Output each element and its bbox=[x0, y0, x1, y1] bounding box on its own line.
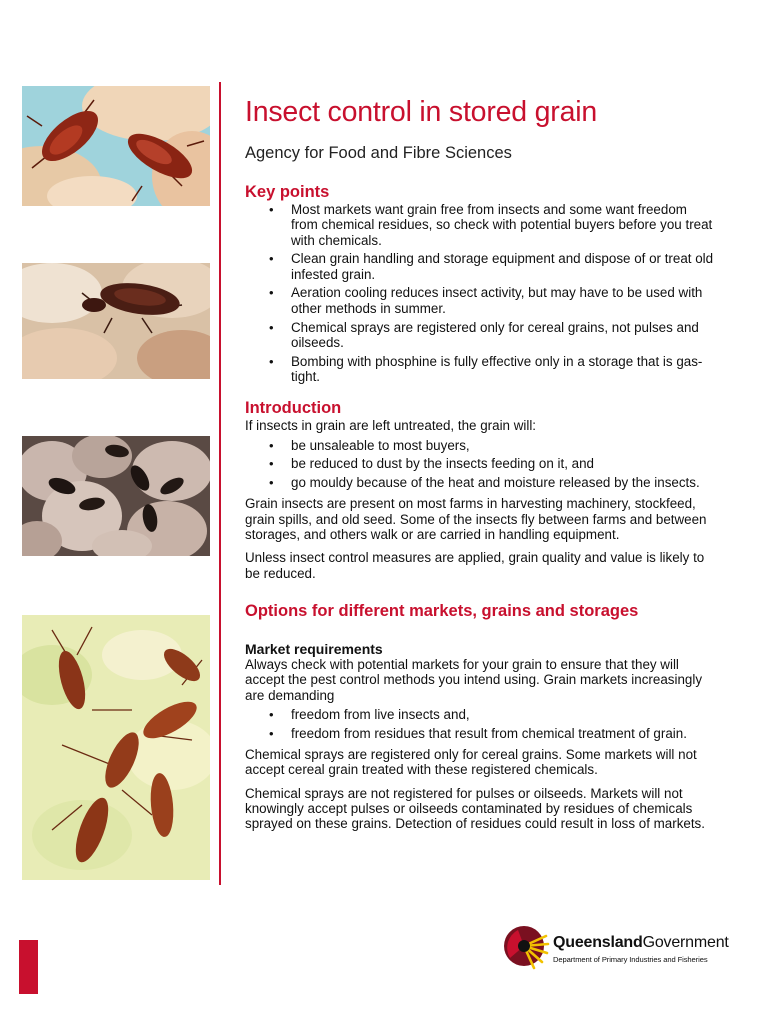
options-heading: Options for different markets, grains and storages bbox=[245, 601, 639, 620]
market-requirements-list bbox=[245, 707, 715, 741]
options-section bbox=[245, 601, 715, 831]
key-points-section bbox=[245, 182, 715, 384]
list-item: • freedom from live insects and, bbox=[291, 707, 715, 722]
agency-subtitle: Agency for Food and Fibre Sciences bbox=[245, 144, 512, 162]
vertical-divider bbox=[219, 82, 221, 885]
market-requirements-lead: Always check with potential markets for your grain to ensure that they will accept the pest control methods you intend using. Grain markets increasingly are demanding bbox=[245, 656, 703, 703]
page-title: Insect control in stored grain bbox=[245, 96, 598, 128]
list-item: • Clean grain handling and storage equipment and dispose of or treat old infested grain. bbox=[291, 251, 715, 282]
introduction-section bbox=[245, 398, 715, 581]
document-body bbox=[245, 92, 715, 839]
dark-beetles-on-grain-photo bbox=[22, 436, 210, 556]
list-item: • Aeration cooling reduces insect activity, but may have to be used with other methods in summer. bbox=[291, 285, 715, 316]
list-item: • freedom from residues that result from chemical treatment of grain. bbox=[291, 726, 715, 741]
list-item: • be reduced to dust by the insects feeding on it, and bbox=[291, 456, 715, 471]
list-item: • go mouldy because of the heat and moisture released by the insects. bbox=[291, 475, 715, 490]
logo-wordmark bbox=[553, 934, 729, 952]
flat-grain-beetles-photo bbox=[22, 615, 210, 880]
logo-wordmark-bold: Queensland bbox=[553, 934, 643, 951]
grain-weevil-photo bbox=[22, 263, 210, 379]
key-points-heading: Key points bbox=[245, 183, 330, 201]
list-item: • Chemical sprays are registered only for cereal grains, not pulses and oilseeds. bbox=[291, 320, 715, 351]
logo-department: Department of Primary Industries and Fisheries bbox=[553, 955, 708, 964]
queensland-government-logo bbox=[502, 922, 734, 972]
market-paragraph: Chemical sprays are not registered for pulses or oilseeds. Markets will not knowingly accept pulses or oilseeds contaminated by residues of chemicals sprayed on these grains. Detection of residues could result in loss of markets. bbox=[245, 785, 705, 832]
introduction-paragraph: Unless insect control measures are applied, grain quality and value is likely to be reduced. bbox=[245, 550, 705, 581]
list-item: • be unsaleable to most buyers, bbox=[291, 438, 715, 453]
introduction-paragraph: Grain insects are present on most farms in harvesting machinery, stockfeed, grain spills, and old seed. Some of the insects fly between farms and between storages, and others walk or are carried in handling equipment. bbox=[245, 496, 707, 543]
red-accent-block bbox=[19, 940, 38, 994]
list-item: • Bombing with phosphine is fully effective only in a storage that is gas-tight. bbox=[291, 354, 715, 385]
red-flour-beetles-photo bbox=[22, 86, 210, 206]
introduction-heading: Introduction bbox=[245, 399, 342, 418]
logo-emblem-icon bbox=[502, 922, 550, 970]
introduction-lead: If insects in grain are left untreated, the grain will: bbox=[245, 418, 537, 434]
market-paragraph: Chemical sprays are registered only for cereal grains. Some markets will not accept cereal grain treated with these registered chemicals. bbox=[245, 746, 697, 778]
market-requirements-heading: Market requirements bbox=[245, 640, 383, 657]
key-points-list bbox=[245, 202, 715, 384]
list-item: • Most markets want grain free from insects and some want freedom from chemical residues, so check with potential buyers before you treat with chemicals. bbox=[291, 202, 715, 248]
logo-wordmark-regular: Government bbox=[642, 934, 729, 951]
introduction-list bbox=[245, 438, 715, 491]
